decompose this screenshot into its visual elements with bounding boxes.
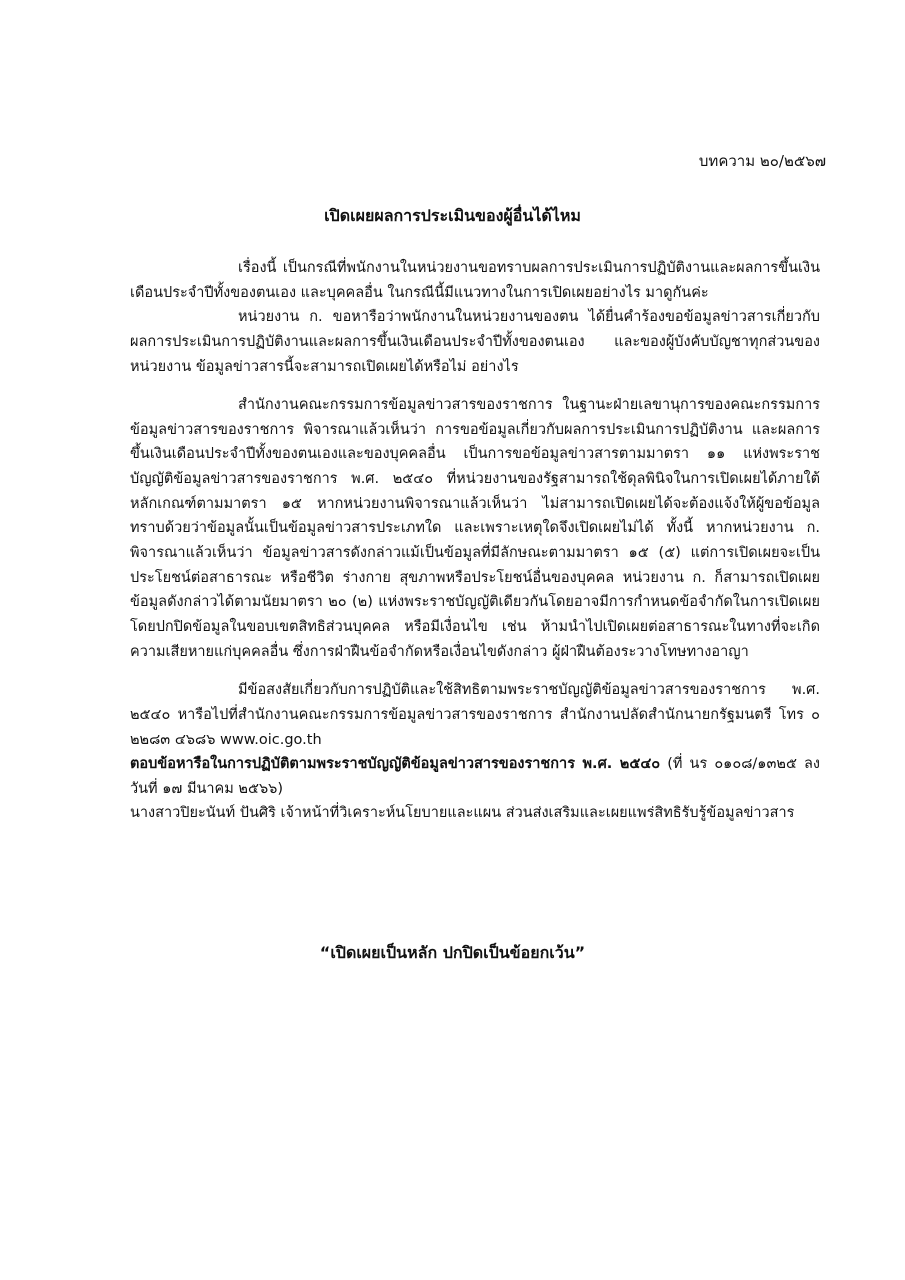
reference-line [130, 752, 820, 801]
paragraph-question: หน่วยงาน ก. ขอหารือว่าพนักงานในหน่วยงานของตน ได้ยื่นคำร้องขอข้อมูลข่าวสารเกี่ยวกับผลการประเมินการปฏิบัติงานและผลการขึ้นเงินเดือนประจำปีทั้งของตนเอง และของผู้บังคับบัญชาทุกส่วนของหน่วยงาน ข้อมูลข่าวสารนี้จะสามารถเปิดเผยได้หรือไม่ อย่างไร [130, 309, 820, 375]
motto: “เปิดเผยเป็นหลัก ปกปิดเป็นข้อยกเว้น” [319, 943, 586, 962]
article-number: บทความ ๒๐/๒๕๖๗ [698, 152, 826, 170]
reference-detail: (ที่ นร ๐๑๐๘/๑๓๒๕ ลงวันที่ ๑๗ มีนาคม ๒๕๖๖) [130, 756, 820, 797]
paragraph-answer: สำนักงานคณะกรรมการข้อมูลข่าวสารของราชการ ในฐานะฝ่ายเลขานุการของคณะกรรมการข้อมูลข่าวสารของราชการ พิจารณาแล้วเห็นว่า การขอข้อมูลเกี่ยวกับผลการประเมินการปฏิบัติงาน และผลการขึ้นเงินเดือนประจำปีทั้งของตนเองและของบุคคลอื่น เป็นการขอข้อมูลข่าวสารตามมาตรา ๑๑ แห่งพระราชบัญญัติข้อมูลข่าวสารของราชการ พ.ศ. ๒๕๔๐ ที่หน่วยงานของรัฐสามารถใช้ดุลพินิจในการเปิดเผยได้ภายใต้หลักเกณฑ์ตามมาตรา ๑๕ หากหน่วยงานพิจารณาแล้วเห็นว่า ไม่สามารถเปิดเผยได้จะต้องแจ้งให้ผู้ขอข้อมูลทราบด้วยว่าข้อมูลนั้นเป็นข้อมูลข่าวสารประเภทใด และเพราะเหตุใดจึงเปิดเผยไม่ได้ ทั้งนี้ หากหน่วยงาน ก. พิจารณาแล้วเห็นว่า ข้อมูลข่าวสารดังกล่าวแม้เป็นข้อมูลที่มีลักษณะตามมาตรา ๑๕ (๕) แต่การเปิดเผยจะเป็นประโยชน์ต่อสาธารณะ หรือชีวิต ร่างกาย สุขภาพหรือประโยชน์อื่นของบุคคล หน่วยงาน ก. ก็สามารถเปิดเผยข้อมูลดังกล่าวได้ตามนัยมาตรา ๒๐ (๒) แห่งพระราชบัญญัติเดียวกันโดยอาจมีการกำหนดข้อจำกัดในการเปิดเผยโดยปกปิดข้อมูลในขอบเขตสิทธิส่วนบุคคล หรือมีเงื่อนไข เช่น ห้ามนำไปเปิดเผยต่อสาธารณะในทางที่จะเกิดความเสียหายแก่บุคคลอื่น ซึ่งการฝ่าฝืนข้อจำกัดหรือเงื่อนไขดังกล่าว ผู้ฝ่าฝืนต้องระวางโทษทางอาญา [130, 397, 820, 660]
article-body [130, 256, 820, 826]
paragraph-intro: เรื่องนี้ เป็นกรณีที่พนักงานในหน่วยงานขอทราบผลการประเมินการปฏิบัติงานและผลการขึ้นเงินเดือนประจำปีทั้งของตนเอง และบุคคลอื่น ในกรณีนี้มีแนวทางในการเปิดเผยอย่างไร มาดูกันค่ะ [130, 260, 820, 301]
author-line: นางสาวปิยะนันท์ ปันศิริ เจ้าหน้าที่วิเคราะห์นโยบายและแผน ส่วนส่งเสริมและเผยแพร่สิทธิรับรู้ข้อมูลข่าวสาร [130, 805, 795, 822]
reference-title: ตอบข้อหารือในการปฏิบัติตามพระราชบัญญัติข้อมูลข่าวสารของราชการ พ.ศ. ๒๕๔๐ [130, 756, 661, 773]
article-title: เปิดเผยผลการประเมินของผู้อื่นได้ไหม [324, 206, 581, 225]
paragraph-contact: มีข้อสงสัยเกี่ยวกับการปฏิบัติและใช้สิทธิตามพระราชบัญญัติข้อมูลข่าวสารของราชการ พ.ศ. ๒๕๔๐ หารือไปที่สำนักงานคณะกรรมการข้อมูลข่าวสารของราชการ สำนักงานปลัดสำนักนายกรัฐมนตรี โทร ๐ ๒๒๘๓ ๔๖๘๖ www.oic.go.th [130, 682, 820, 748]
